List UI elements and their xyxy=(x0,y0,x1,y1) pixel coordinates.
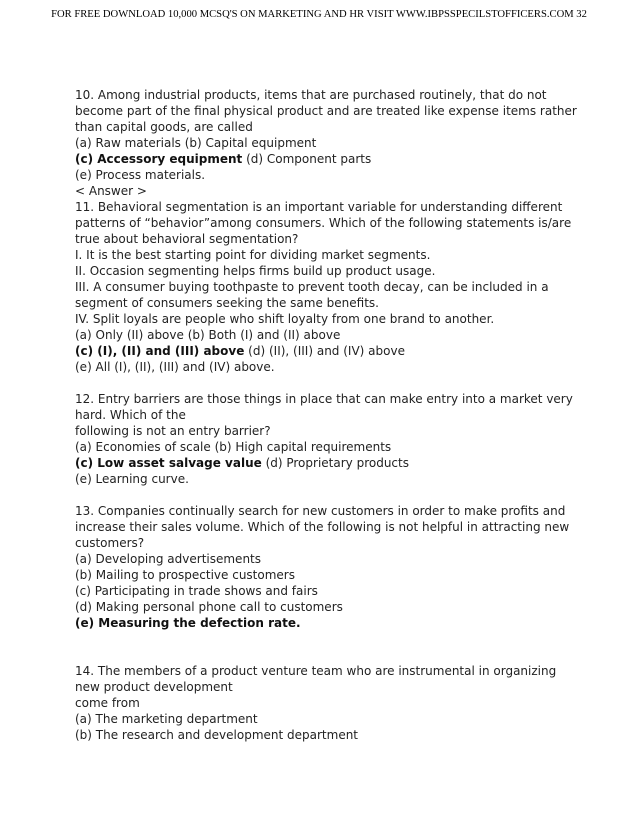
answer-options: (e) All (I), (II), (III) and (IV) above. xyxy=(75,360,275,374)
statement: segment of consumers seeking the same benefits. xyxy=(75,296,379,310)
document-body xyxy=(75,87,575,743)
option-text: (d) Component parts xyxy=(242,152,372,166)
question-text: become part of the final physical product and are treated like expense items rather xyxy=(75,104,577,118)
question-text: 14. The members of a product venture team who are instrumental in organizing xyxy=(75,664,557,678)
spacer xyxy=(75,631,575,663)
answer-options: (e) Learning curve. xyxy=(75,472,189,486)
question-text: hard. Which of the xyxy=(75,408,186,422)
answer-options: (a) Only (II) above (b) Both (I) and (II) above xyxy=(75,328,341,342)
answer-options: (b) The research and development department xyxy=(75,728,359,742)
question-text: true about behavioral segmentation? xyxy=(75,232,299,246)
page-header: FOR FREE DOWNLOAD 10,000 MCSQ'S ON MARKETING AND HR VISIT WWW.IBPSSPECILSTOFFICERS.COM 32 xyxy=(51,9,587,20)
statement: II. Occasion segmenting helps firms build up product usage. xyxy=(75,264,436,278)
question-text: following is not an entry barrier? xyxy=(75,424,271,438)
question-text: than capital goods, are called xyxy=(75,120,253,134)
answer-options: (a) Developing advertisements xyxy=(75,552,261,566)
question-text: new product development xyxy=(75,680,233,694)
question-text: come from xyxy=(75,696,140,710)
spacer xyxy=(75,487,575,503)
correct-answer: (e) Measuring the defection rate. xyxy=(75,616,301,630)
question-text: customers? xyxy=(75,536,145,550)
option-text: (d) (II), (III) and (IV) above xyxy=(244,344,405,358)
option-text: (d) Proprietary products xyxy=(261,456,409,470)
question-11 xyxy=(75,199,575,375)
answer-options: (a) The marketing department xyxy=(75,712,258,726)
question-text: 13. Companies continually search for new customers in order to make profits and xyxy=(75,504,566,518)
correct-answer: (c) Low asset salvage value xyxy=(75,456,262,470)
question-12 xyxy=(75,391,575,487)
statement: I. It is the best starting point for dividing market segments. xyxy=(75,248,431,262)
answer-options: (b) Mailing to prospective customers xyxy=(75,568,295,582)
answer-options: (a) Raw materials (b) Capital equipment xyxy=(75,136,317,150)
question-10 xyxy=(75,87,575,199)
question-text: patterns of “behavior”among consumers. Which of the following statements is/are xyxy=(75,216,572,230)
question-text: 12. Entry barriers are those things in place that can make entry into a market very xyxy=(75,392,573,406)
answer-link: < Answer > xyxy=(75,184,147,198)
answer-options xyxy=(75,151,575,167)
correct-answer: (c) (I), (II) and (III) above xyxy=(75,344,245,358)
answer-options xyxy=(75,343,575,359)
answer-options: (d) Making personal phone call to customers xyxy=(75,600,343,614)
statement: III. A consumer buying toothpaste to prevent tooth decay, can be included in a xyxy=(75,280,549,294)
question-text: increase their sales volume. Which of the following is not helpful in attracting new xyxy=(75,520,570,534)
question-14 xyxy=(75,663,575,743)
answer-options xyxy=(75,455,575,471)
spacer xyxy=(75,375,575,391)
question-text: 10. Among industrial products, items that are purchased routinely, that do not xyxy=(75,88,547,102)
question-13 xyxy=(75,503,575,631)
answer-options: (a) Economies of scale (b) High capital requirements xyxy=(75,440,392,454)
answer-options: (e) Process materials. xyxy=(75,168,206,182)
answer-options xyxy=(75,615,575,631)
answer-options: (c) Participating in trade shows and fairs xyxy=(75,584,318,598)
question-text: 11. Behavioral segmentation is an important variable for understanding different xyxy=(75,200,563,214)
correct-answer: (c) Accessory equipment xyxy=(75,152,243,166)
statement: IV. Split loyals are people who shift loyalty from one brand to another. xyxy=(75,312,495,326)
